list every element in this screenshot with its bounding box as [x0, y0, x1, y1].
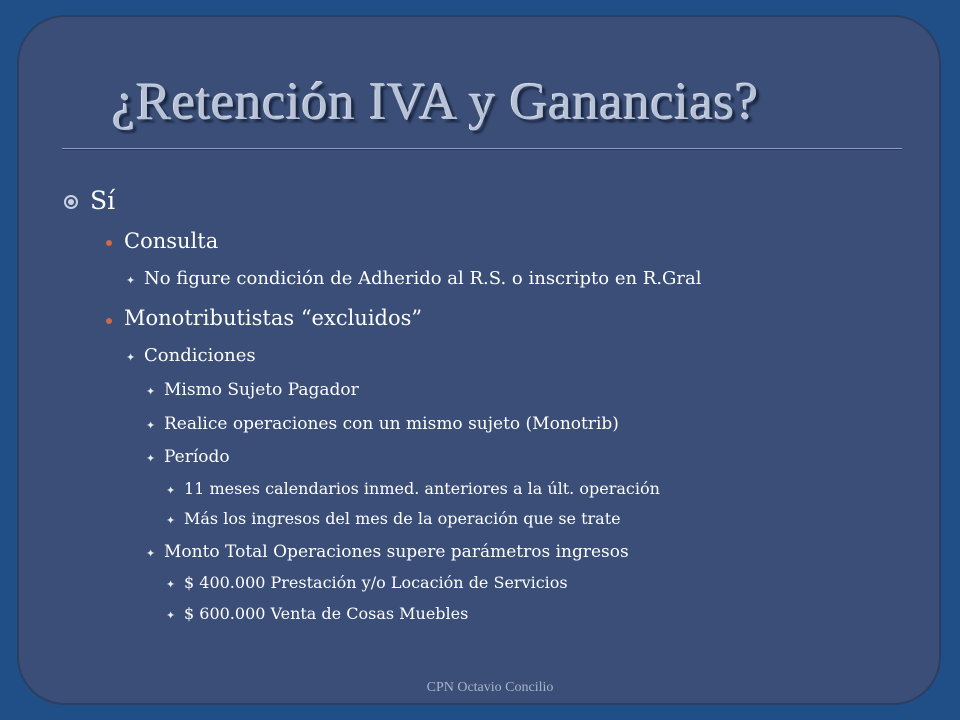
dot-icon [106, 318, 112, 324]
bullet-mas-ingresos: Más los ingresos del mes de la operación que se trate [184, 509, 621, 528]
bullet-mismo-sujeto: Mismo Sujeto Pagador [164, 380, 359, 400]
circle-dot-icon [64, 195, 78, 209]
bullet-periodo: Período [164, 447, 230, 467]
star-bullet-icon: ✦ [166, 609, 176, 622]
bullet-consulta-detail: No figure condición de Adherido al R.S. o inscripto en R.Gral [144, 268, 702, 289]
bullet-monotributistas: Monotributistas “excluidos” [124, 306, 423, 330]
bullet-monto-total: Monto Total Operaciones supere parámetros ingresos [164, 542, 629, 562]
star-bullet-icon: ✦ [146, 385, 156, 398]
bullet-venta: $ 600.000 Venta de Cosas Muebles [184, 604, 469, 623]
star-bullet-icon: ✦ [146, 452, 156, 465]
star-bullet-icon: ✦ [146, 419, 156, 432]
star-bullet-icon: ✦ [166, 578, 176, 591]
bullet-prestacion: $ 400.000 Prestación y/o Locación de Servicios [184, 573, 568, 592]
dot-icon [106, 240, 112, 246]
star-bullet-icon: ✦ [126, 274, 136, 287]
star-bullet-icon: ✦ [146, 547, 156, 560]
bullet-si: Sí [90, 186, 116, 215]
bullet-meses: 11 meses calendarios inmed. anteriores a la últ. operación [184, 479, 660, 498]
star-bullet-icon: ✦ [126, 351, 136, 364]
star-bullet-icon: ✦ [166, 484, 176, 497]
bullet-consulta: Consulta [124, 229, 219, 253]
slide-title: ¿Retención IVA y Ganancias? [112, 73, 759, 131]
bullet-realice: Realice operaciones con un mismo sujeto (Monotrib) [164, 414, 619, 434]
bullet-condiciones: Condiciones [144, 345, 256, 366]
slide-footer: CPN Octavio Concilio [426, 680, 554, 695]
star-bullet-icon: ✦ [166, 514, 176, 527]
